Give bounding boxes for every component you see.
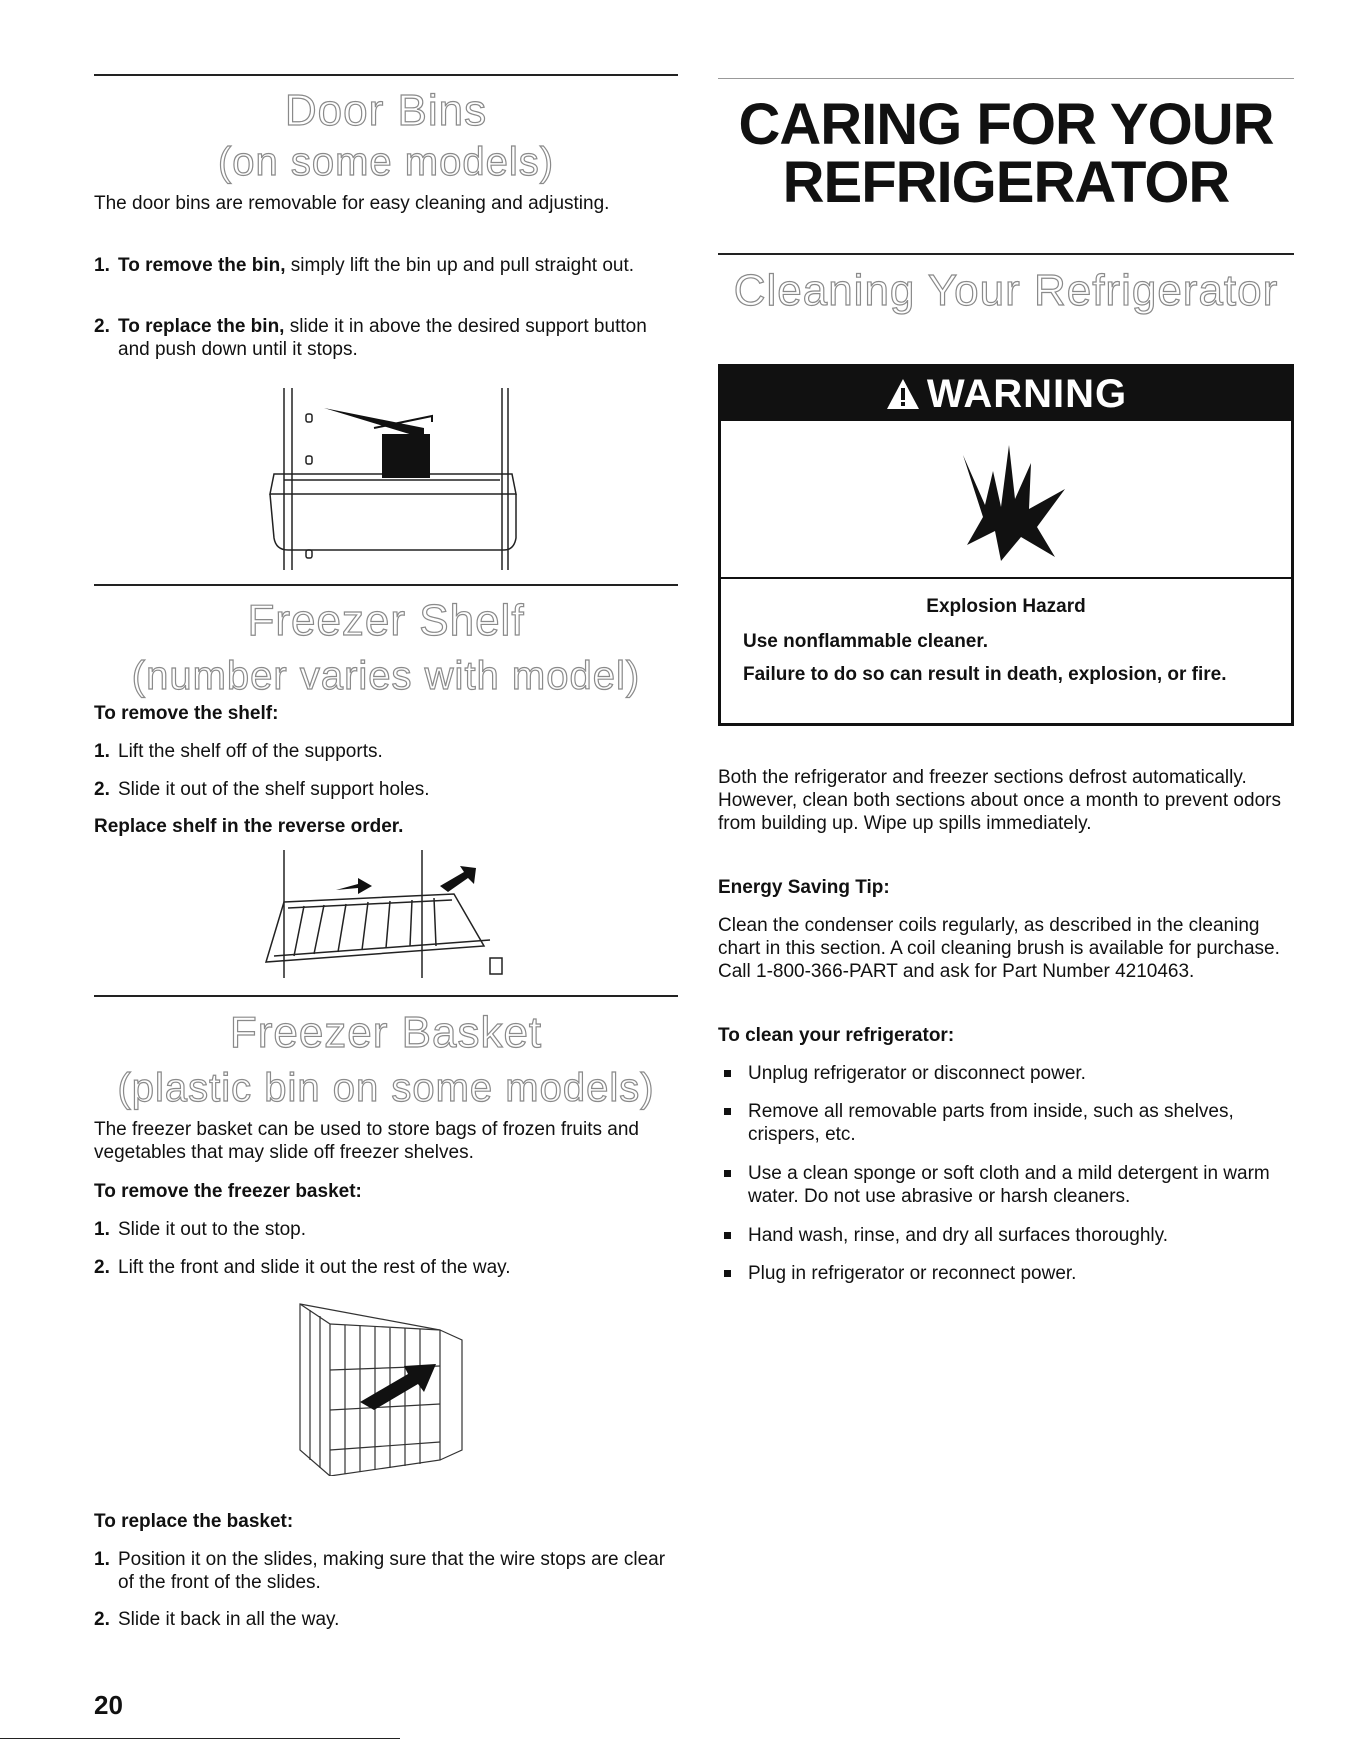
freezer-shelf-title: Freezer Shelf: [247, 596, 525, 645]
explosion-icon: [943, 435, 1073, 565]
cleaning-intro: Both the refrigerator and freezer sections defrost automatically. However, clean both sections about once a month to prevent odors from building up. Wipe up spills immediately.: [718, 767, 1281, 834]
warning-symbol-area: [721, 421, 1291, 579]
door-bin-illustration: [254, 388, 524, 570]
cleaning-section-title: Cleaning Your Refrigerator: [733, 266, 1279, 315]
freezer-basket-illustration: [290, 1300, 490, 1476]
shelf-step-1: 1. Lift the shelf off of the supports.: [94, 741, 383, 762]
door-bins-intro: The door bins are removable for easy cleaning and adjusting.: [94, 193, 610, 214]
warning-banner: [721, 367, 1291, 421]
clean-bullet-3: Use a clean sponge or soft cloth and a mild detergent in warm water. Do not use abrasive or harsh cleaners.: [718, 1162, 1294, 1208]
door-bins-step-2: 2. To replace the bin, slide it in above the desired support button and push down until it stops.: [94, 316, 647, 360]
replace-basket-heading: To replace the basket:: [94, 1511, 294, 1532]
top-rule: [718, 78, 1294, 79]
basket-remove-step-1: 1. Slide it out to the stop.: [94, 1219, 307, 1240]
door-bins-step-1: 1. To remove the bin, simply lift the bin up and pull straight out.: [94, 255, 635, 276]
hazard-instruction: Use nonflammable cleaner.: [743, 631, 988, 652]
freezer-shelf-subtitle: (number varies with model): [131, 654, 641, 698]
bullet-square-icon: [724, 1270, 731, 1277]
replace-shelf-note: Replace shelf in the reverse order.: [94, 816, 404, 837]
section-divider: [94, 995, 678, 997]
bullet-square-icon: [724, 1070, 731, 1077]
remove-shelf-heading: To remove the shelf:: [94, 703, 279, 724]
section-divider: [94, 74, 678, 76]
main-title-line2: REFRIGERATOR: [782, 150, 1230, 215]
warning-label: WARNING: [926, 372, 1128, 416]
clean-bullet-1: Unplug refrigerator or disconnect power.: [718, 1062, 1294, 1085]
shelf-step-2: 2. Slide it out of the shelf support holes.: [94, 779, 430, 800]
bullet-square-icon: [724, 1108, 731, 1115]
bullet-square-icon: [724, 1232, 731, 1239]
freezer-basket-title: Freezer Basket: [229, 1008, 543, 1057]
hazard-consequence: Failure to do so can result in death, explosion, or fire.: [743, 664, 1227, 685]
clean-bullet-2: Remove all removable parts from inside, such as shelves, crispers, etc.: [718, 1100, 1294, 1146]
basket-replace-step-2: 2. Slide it back in all the way.: [94, 1609, 340, 1630]
door-bins-title: Door Bins: [284, 86, 488, 135]
clean-bullet-5: Plug in refrigerator or reconnect power.: [718, 1262, 1294, 1285]
clean-bullet-4: Hand wash, rinse, and dry all surfaces thoroughly.: [718, 1224, 1294, 1247]
door-bins-subtitle: (on some models): [217, 140, 555, 184]
freezer-basket-subtitle: (plastic bin on some models): [117, 1066, 655, 1110]
freezer-shelf-illustration: [254, 850, 514, 978]
remove-basket-heading: To remove the freezer basket:: [94, 1181, 362, 1202]
energy-tip-text: Clean the condenser coils regularly, as described in the cleaning chart in this section. A coil cleaning brush is available for purchase. Call 1-800-366-PART and ask for Part Number 4210463.: [718, 915, 1280, 982]
page-bottom-rule: [0, 1738, 400, 1739]
bullet-square-icon: [724, 1170, 731, 1177]
clean-heading: To clean your refrigerator:: [718, 1025, 955, 1046]
basket-remove-step-2: 2. Lift the front and slide it out the rest of the way.: [94, 1257, 511, 1278]
freezer-basket-intro: The freezer basket can be used to store bags of frozen fruits and vegetables that may slide off freezer shelves.: [94, 1119, 639, 1163]
hazard-title: Explosion Hazard: [926, 596, 1086, 617]
section-divider: [718, 253, 1294, 255]
main-title-line1: CARING FOR YOUR: [738, 92, 1274, 157]
section-divider: [94, 584, 678, 586]
page-number: 20: [94, 1690, 123, 1720]
energy-tip-heading: Energy Saving Tip:: [718, 877, 890, 898]
basket-replace-step-1: 1. Position it on the slides, making sure that the wire stops are clear of the front of the slides.: [94, 1549, 666, 1593]
warning-box: [718, 364, 1294, 726]
warning-triangle-icon: [885, 377, 921, 411]
